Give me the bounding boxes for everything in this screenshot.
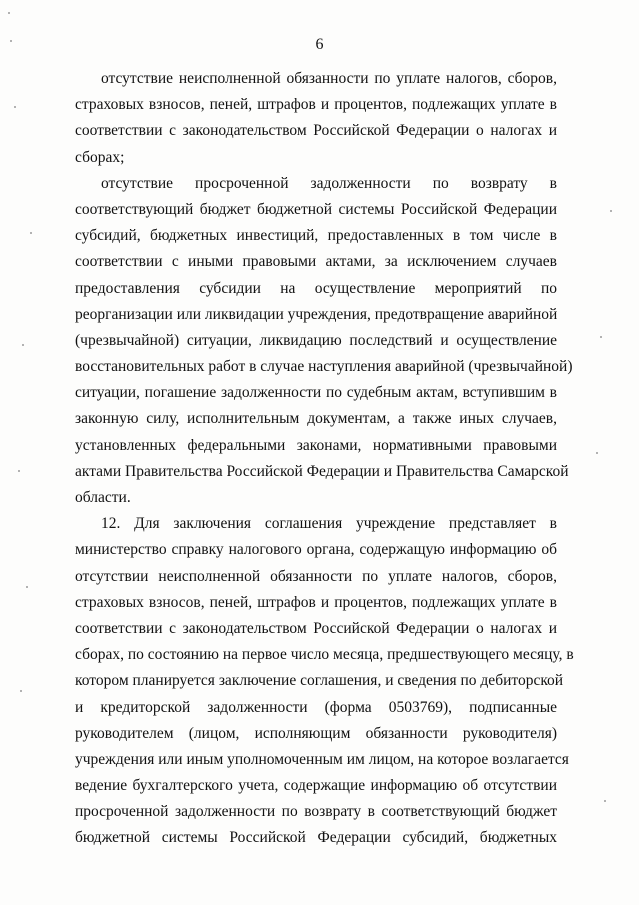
scan-speck <box>18 470 20 472</box>
scan-speck <box>30 232 32 234</box>
text-line: ситуации, погашение задолженности по судебным актам, вступившим в <box>75 384 557 402</box>
text-line: отсутствие неисполненной обязанности по уплате налогов, сборов, <box>101 70 557 87</box>
text-line: отсутствии неисполненной обязанности по уплате налогов, сборов, <box>75 567 557 585</box>
text-line: области. <box>75 489 131 506</box>
scan-speck <box>610 210 612 212</box>
text-line: министерство справку налогового органа, содержащую информацию об <box>75 541 557 559</box>
scan-speck <box>20 690 22 692</box>
text-line: соответствии с иными правовыми актами, за исключением случаев <box>75 253 557 271</box>
text-line: руководителем (лицом, исполняющим обязанности руководителя) <box>75 724 557 742</box>
text-line: сборах; <box>75 148 125 166</box>
text-line: реорганизации или ликвидации учреждения, предотвращение аварийной <box>75 305 558 323</box>
scan-speck <box>600 336 602 338</box>
scan-speck <box>596 452 598 454</box>
scan-speck <box>14 106 16 108</box>
text-line: (чрезвычайной) ситуации, ликвидацию последствий и осуществление <box>75 331 557 349</box>
text-line: ведение бухгалтерского учета, содержащие информацию об отсутствии <box>75 777 557 795</box>
page-number: 6 <box>315 36 324 53</box>
text-line: бюджетной системы Российской Федерации субсидий, бюджетных <box>75 829 557 847</box>
text-line: предоставления субсидии на осуществление мероприятий по <box>75 279 557 297</box>
text-line: учреждения или иным уполномоченным им лицом, на которое возлагается <box>75 750 569 768</box>
text-line: соответствии с законодательством Российской Федерации о налогах и <box>75 122 557 140</box>
text-line: и кредиторской задолженности (форма 0503769), подписанные <box>75 698 557 716</box>
text-line: соответствии с законодательством Российской Федерации о налогах и <box>75 619 557 637</box>
text-line: восстановительных работ в случае наступления аварийной (чрезвычайной) <box>75 358 573 376</box>
text-line: просроченной задолженности по возврату в соответствующий бюджет <box>75 803 557 821</box>
scan-speck <box>22 344 24 346</box>
text-line: соответствующий бюджет бюджетной системы Российской Федерации <box>75 200 557 218</box>
scan-speck <box>604 800 606 802</box>
text-line: субсидий, бюджетных инвестиций, предоставленных в том числе в <box>75 227 557 245</box>
scan-speck <box>8 12 10 14</box>
text-line: 12. Для заключения соглашения учреждение представляет в <box>101 515 557 533</box>
scan-speck <box>26 586 28 588</box>
text-line: страховых взносов, пеней, штрафов и процентов, подлежащих уплате в <box>75 96 557 114</box>
text-line: актами Правительства Российской Федерации и Правительства Самарской <box>75 462 569 480</box>
text-line: установленных федеральными законами, нормативными правовыми <box>75 436 557 454</box>
text-line: сборах, по состоянию на первое число месяца, предшествующего месяцу, в <box>75 646 574 664</box>
text-line: отсутствие просроченной задолженности по возврату в <box>101 174 557 192</box>
text-line: страховых взносов, пеней, штрафов и процентов, подлежащих уплате в <box>75 593 557 611</box>
text-line: законную силу, исполнительным документам, а также иных случаев, <box>75 410 557 428</box>
scan-speck <box>10 40 12 42</box>
text-line: котором планируется заключение соглашения, и сведения по дебиторской <box>75 672 564 690</box>
document-body <box>75 66 574 852</box>
